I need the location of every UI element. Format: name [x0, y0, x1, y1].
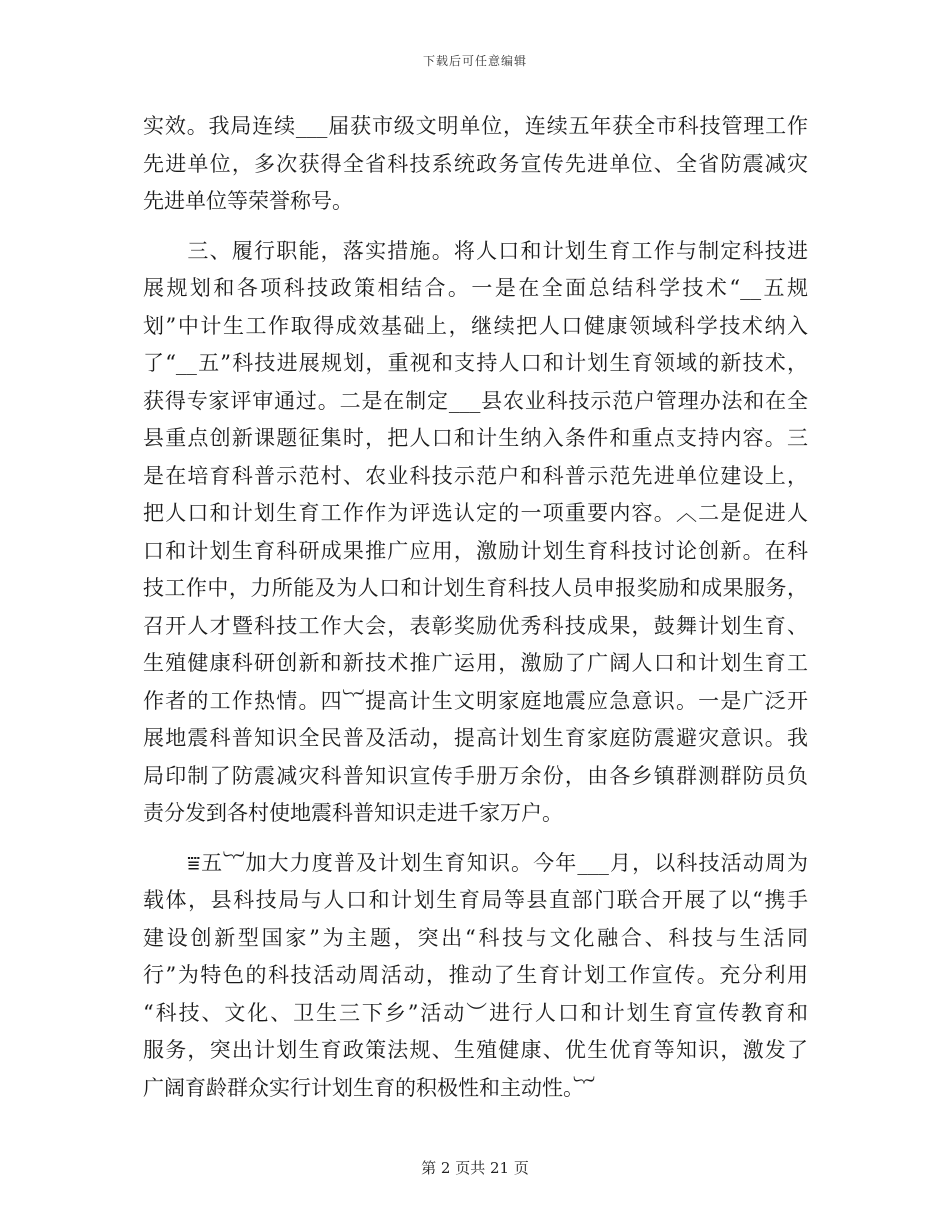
page-number: 第 2 页共 21 页 [421, 1159, 529, 1177]
text-line: 三、履行职能，落实措施。将人口和计划生育工作与制定科技进 [143, 238, 808, 263]
paragraph-1 [143, 108, 808, 221]
text-line: 实效。我局连续___届获市级文明单位，连续五年获全市科技管理工作 [143, 114, 808, 138]
text-line: 生殖健康科研创新和新技术推广运用，激励了广阔人口和计划生育工 [143, 651, 808, 675]
text-line: ⩸五︸加大力度普及计划生育知识。今年___月，以科技活动周为 [143, 850, 808, 875]
text-line: 载体，县科技局与人口和计划生育局等县直部门联合开展了以“携手 [143, 888, 808, 912]
text-line: 召开人才暨科技工作大会，表彰奖励优秀科技成果，鼓舞计划生育、 [143, 613, 808, 638]
text-line: 划”中计生工作取得成效基础上，继续把人口健康领域科学技术纳入 [143, 313, 808, 338]
text-line: 县重点创新课题征集时，把人口和计生纳入条件和重点支持内容。三 [143, 426, 808, 450]
text-line: 局印制了防震减灾科普知识宣传手册万余份，由各乡镇群测群防员负 [143, 763, 808, 788]
text-line: 获得专家评审通过。二是在制定___县农业科技示范户管理办法和在全 [143, 388, 808, 413]
text-line: 技工作中，力所能及为人口和计划生育科技人员申报奖励和成果服务， [143, 576, 808, 600]
text-line: 广阔育龄群众实行计划生育的积极性和主动性。︸ [143, 1075, 595, 1100]
text-line: 先进单位等荣誉称号。 [143, 189, 353, 213]
page-header-note: 下载后可任意编辑 [422, 54, 527, 68]
text-line: 了“__五”科技进展规划，重视和支持人口和计划生育领域的新技术， [143, 351, 808, 375]
text-line: 建设创新型国家”为主题，突出“科技与文化融合、科技与生活同 [143, 925, 808, 950]
text-line: 行”为特色的科技活动周活动，推动了生育计划工作宣传。充分利用 [143, 963, 808, 987]
text-line: 是在培育科普示范村、农业科技示范户和科普示范先进单位建设上， [143, 463, 808, 488]
text-line: 先进单位，多次获得全省科技系统政务宣传先进单位、全省防震减灾 [143, 151, 808, 176]
paragraph-3 [143, 845, 808, 1108]
text-line: 展地震科普知识全民普及活动，提高计划生育家庭防震避灾意识。我 [143, 726, 808, 750]
text-line: 服务，突出计划生育政策法规、生殖健康、优生优育等知识，激发了 [143, 1038, 808, 1062]
text-line: “科技、文化、卫生三下乡”活动︶进行人口和计划生育宣传教育和 [143, 1000, 808, 1025]
text-line: 口和计划生育科研成果推广应用，激励计划生育科技讨论创新。在科 [143, 538, 808, 563]
text-line: 把人口和计划生育工作作为评选认定的一项重要内容。︿二是促进人 [143, 501, 808, 525]
text-line: 展规划和各项科技政策相结合。一是在全面总结科学技术“__五规 [143, 276, 808, 300]
text-line: 作者的工作热情。四︸提高计生文明家庭地震应急意识。一是广泛开 [143, 688, 808, 713]
document-body [143, 108, 808, 1107]
text-line: 责分发到各村使地震科普知识走进千家万户。 [143, 801, 563, 825]
paragraph-2 [143, 233, 808, 833]
